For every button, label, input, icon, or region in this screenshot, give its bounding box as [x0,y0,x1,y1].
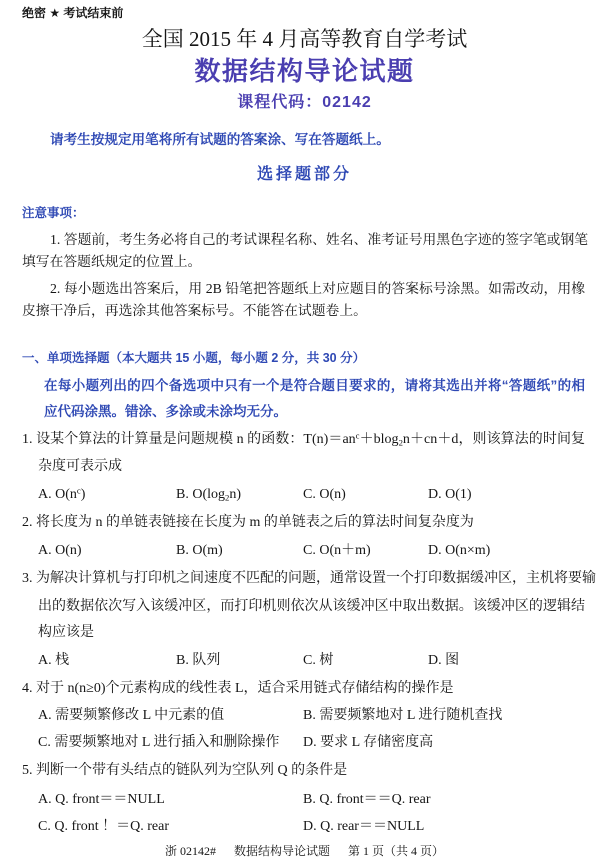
note-2-line-1: 2. 每小题选出答案后，用 2B 铅笔把答题纸上对应题目的答案标号涂黑。如需改动，用橡 [50,281,585,296]
question-1-option-a [38,485,85,505]
confidential-label: 绝密 ★ 考试结束前 [22,6,124,20]
question-4-option-d: D. 要求 L 存储密度高 [303,735,434,750]
question-1-option-d: D. O(1) [428,487,472,502]
part1-instruction-line-2: 应代码涂黑。错涂、多涂或未涂均无分。 [44,404,287,419]
question-1-option-c: C. O(n) [303,487,346,502]
footer-page-number: 第 1 页（共 4 页） [348,844,445,858]
question-4-stem-line-1: 4. 对于 n(n≥0)个元素构成的线性表 L，适合采用链式存储结构的操作是 [22,681,454,696]
stem-text: ＋blog [359,432,399,447]
option-text: n) [229,487,242,502]
question-2-option-b: B. O(m) [176,543,223,558]
question-5-option-c: C. Q. front ！＝Q. rear [38,819,170,834]
exponent: c [355,430,360,441]
question-1-stem-line-1 [22,430,585,450]
question-4-option-b: B. 需要频繁地对 L 进行随机查找 [303,708,503,723]
question-3-option-c: C. 树 [303,653,334,668]
log-base-subscript: 2 [398,437,403,448]
part1-heading: 一、单项选择题（本大题共 15 小题，每小题 2 分，共 30 分） [22,351,366,365]
section-title: 选择题部分 [256,166,352,183]
question-2-stem-line-1: 2. 将长度为 n 的单链表链接在长度为 m 的单链表之后的算法时间复杂度为 [22,515,474,530]
note-1-line-2: 填写在答题纸规定的位置上。 [22,254,202,269]
question-5-option-b: B. Q. front＝＝Q. rear [303,792,431,807]
question-5-option-d: D. Q. rear＝＝NULL [303,819,425,834]
question-1-stem-line-2: 杂度可表示成 [38,459,122,474]
footer-exam-code: 浙 02142# [164,844,216,858]
question-3-option-d: D. 图 [428,653,460,668]
stem-text: 1. 设某个算法的计算量是问题规模 n 的函数：T(n)＝an [22,432,356,447]
course-code: 课程代码：02142 [237,94,372,111]
question-4-option-a: A. 需要频繁修改 L 中元素的值 [38,708,225,723]
page-footer [0,841,609,861]
exponent: c [76,485,81,496]
question-1-option-b [176,485,241,505]
question-3-stem-line-1: 3. 为解决计算机与打印机之间速度不匹配的问题，通常设置一个打印数据缓冲区，主机将要输 [22,571,596,586]
note-2-line-2: 皮擦干净后，再选涂其他答案标号。不能答在试题卷上。 [22,303,367,318]
log-base-subscript: 2 [225,492,230,503]
exam-title: 全国 2015 年 4 月高等教育自学考试 [141,27,468,51]
footer-subject: 数据结构导论试题 [233,844,330,858]
question-5-stem-line-1: 5. 判断一个带有头结点的链队列为空队列 Q 的条件是 [22,763,348,778]
question-5-option-a: A. Q. front＝＝NULL [38,792,165,807]
part1-instruction-line-1: 在每小题列出的四个备选项中只有一个是符合题目要求的，请将其选出并将“答题纸”的相 [44,378,585,393]
question-2-option-c: C. O(n＋m) [303,543,371,558]
question-3-stem-line-2: 出的数据依次写入该缓冲区，而打印机则依次从该缓冲区中取出数据。该缓冲区的逻辑结 [38,599,585,614]
option-text: ) [80,487,86,502]
question-3-option-a: A. 栈 [38,653,70,668]
question-2-option-a: A. O(n) [38,543,82,558]
question-3-option-b: B. 队列 [176,653,221,668]
question-2-option-d: D. O(n×m) [428,543,491,558]
subject-title: 数据结构导论试题 [194,56,415,86]
question-4-option-c: C. 需要频繁地对 L 进行插入和删除操作 [38,735,280,750]
note-1-line-1: 1. 答题前，考生务必将自己的考试课程名称、姓名、准考证号用黑色字迹的签字笔或钢笔 [50,232,589,247]
notes-heading: 注意事项： [22,206,85,220]
question-3-stem-line-3: 构应该是 [38,625,94,640]
option-text: A. O(n [38,487,77,502]
answer-instruction: 请考生按规定用笔将所有试题的答案涂、写在答题纸上。 [50,132,390,147]
stem-text: n＋cn＋d，则该算法的时间复 [402,432,586,447]
option-text: B. O(log [176,487,225,502]
